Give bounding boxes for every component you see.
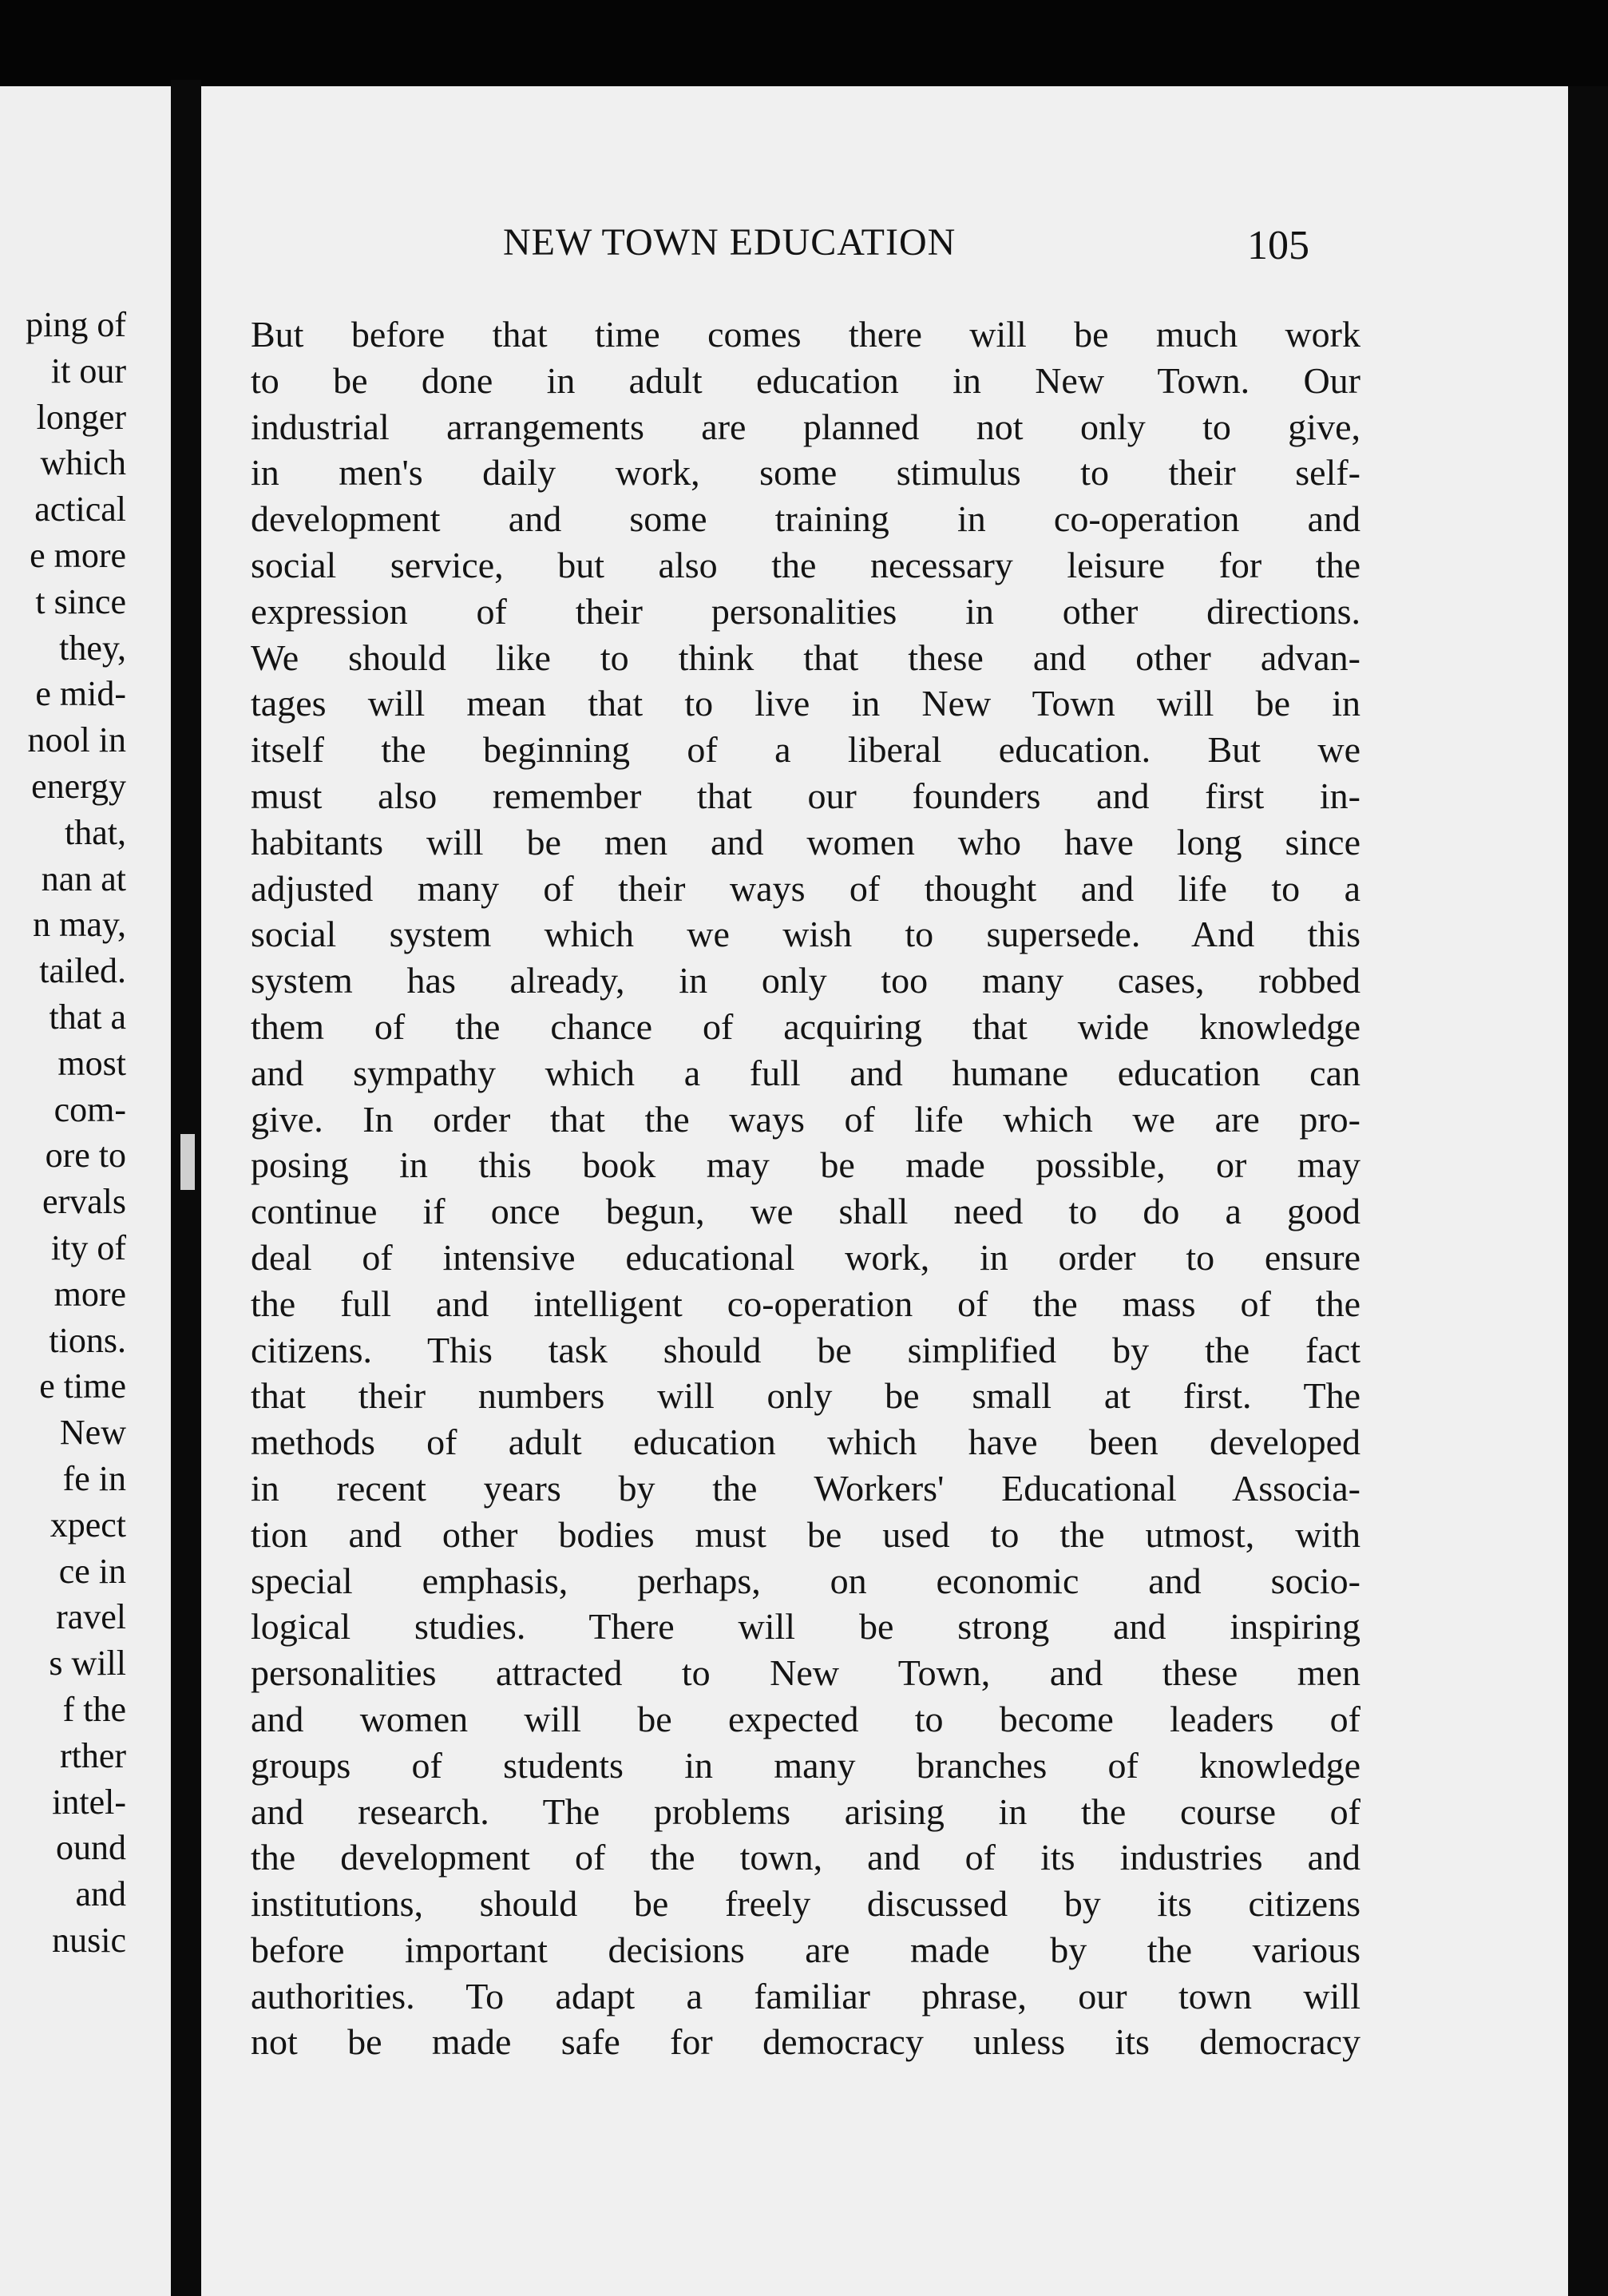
body-line: social service, but also the necessary leisure for the: [251, 544, 1360, 585]
left-page-line: that,: [65, 812, 126, 852]
body-line: posing in this book may be made possible, or may: [251, 1144, 1360, 1186]
body-line: must also remember that our founders and first in-: [251, 775, 1360, 816]
body-line: the full and intelligent co-operation of the mass of the: [251, 1283, 1360, 1324]
body-line: system has already, in only too many cases, robbed: [251, 960, 1360, 1001]
left-page-line: e more: [30, 535, 126, 575]
left-page-line: New: [59, 1413, 126, 1453]
left-page-line: actical: [34, 490, 126, 529]
body-line: special emphasis, perhaps, on economic and socio-: [251, 1560, 1360, 1601]
left-page-line: ound: [56, 1828, 126, 1868]
left-page-line: they,: [59, 628, 126, 668]
body-line: continue if once begun, we shall need to do a good: [251, 1191, 1360, 1232]
body-line: citizens. This task should be simplified by the fact: [251, 1329, 1360, 1370]
left-page-line: ity of: [50, 1227, 126, 1267]
left-page-line: fe in: [62, 1458, 126, 1498]
left-page-line: tions.: [49, 1320, 126, 1360]
body-line: deal of intensive educational work, in order to ensure: [251, 1236, 1360, 1278]
body-line: and research. The problems arising in the course of: [251, 1790, 1360, 1832]
body-line: in recent years by the Workers' Educational Associa-: [251, 1467, 1360, 1509]
body-line: industrial arrangements are planned not only to give,: [251, 406, 1360, 447]
body-line: But before that time comes there will be much work: [251, 314, 1360, 355]
body-text: [251, 311, 1360, 2065]
left-page-line: nusic: [52, 1920, 126, 1960]
body-line: before important decisions are made by the various: [251, 1929, 1360, 1970]
left-page-line: nool in: [27, 720, 126, 760]
left-page-line: ervals: [42, 1182, 126, 1222]
left-page-line: ravel: [56, 1597, 126, 1637]
left-page-line: ore to: [45, 1136, 126, 1176]
page-number: 105: [1247, 223, 1309, 268]
left-page-line: rther: [59, 1735, 126, 1775]
body-line: tion and other bodies must be used to the utmost, with: [251, 1513, 1360, 1555]
left-page-line: t since: [35, 581, 126, 621]
left-page-line: which: [40, 443, 126, 483]
body-line: the development of the town, and of its industries and: [251, 1837, 1360, 1878]
left-page-line: longer: [36, 397, 126, 437]
body-line: and women will be expected to become leaders of: [251, 1698, 1360, 1739]
left-page-line: com-: [53, 1089, 126, 1129]
body-line: personalities attracted to New Town, and these men: [251, 1652, 1360, 1694]
body-line: adjusted many of their ways of thought and life to a: [251, 867, 1360, 909]
left-page-line: xpect: [50, 1505, 126, 1545]
body-line: not be made safe for democracy unless its democracy: [251, 2021, 1360, 2063]
left-page-line: ping of: [26, 305, 126, 344]
gutter-highlight: [180, 1134, 195, 1190]
left-page-line: ce in: [58, 1551, 126, 1591]
body-line: We should like to think that these and other advan-: [251, 636, 1360, 678]
body-line: development and some training in co-operation and: [251, 498, 1360, 540]
left-page-line: intel-: [52, 1782, 126, 1822]
left-page-line: that a: [49, 997, 126, 1037]
body-line: tages will mean that to live in New Town will be in: [251, 683, 1360, 724]
left-page-line: tailed.: [39, 951, 126, 991]
body-line: social system which we wish to supersede. And this: [251, 914, 1360, 955]
left-page-line: and: [75, 1874, 126, 1914]
left-page-text: [26, 302, 126, 1964]
body-line: them of the chance of acquiring that wide knowledge: [251, 1005, 1360, 1047]
left-page-line: more: [53, 1274, 126, 1314]
main-page: [201, 86, 1568, 2296]
body-line: in men's daily work, some stimulus to their self-: [251, 452, 1360, 494]
left-page-line: e time: [39, 1366, 126, 1406]
body-line: itself the beginning of a liberal education. But we: [251, 729, 1360, 771]
left-page-line: nan at: [41, 859, 126, 898]
left-page-line: it our: [50, 351, 126, 391]
left-facing-page: [0, 86, 171, 2296]
body-line: habitants will be men and women who have long since: [251, 821, 1360, 862]
left-page-line: most: [57, 1043, 126, 1083]
left-page-line: energy: [31, 766, 126, 806]
left-page-line: f the: [62, 1689, 126, 1729]
right-page-edge: [1568, 86, 1608, 2296]
left-page-line: n may,: [33, 905, 126, 945]
left-page-line: s will: [49, 1644, 126, 1683]
page-title: NEW TOWN EDUCATION: [503, 221, 956, 264]
body-line: methods of adult education which have been developed: [251, 1422, 1360, 1463]
body-line: that their numbers will only be small at first. The: [251, 1375, 1360, 1417]
body-line: give. In order that the ways of life which we are pro-: [251, 1098, 1360, 1140]
body-line: to be done in adult education in New Town. Our: [251, 359, 1360, 401]
running-head: [201, 220, 1568, 284]
body-line: authorities. To adapt a familiar phrase, our town will: [251, 1975, 1360, 2016]
body-line: expression of their personalities in other directions.: [251, 590, 1360, 632]
body-line: groups of students in many branches of knowledge: [251, 1744, 1360, 1786]
body-line: and sympathy which a full and humane education can: [251, 1052, 1360, 1093]
body-line: logical studies. There will be strong and inspiring: [251, 1606, 1360, 1648]
body-line: institutions, should be freely discussed by its citizens: [251, 1883, 1360, 1925]
left-page-line: e mid-: [35, 674, 126, 714]
